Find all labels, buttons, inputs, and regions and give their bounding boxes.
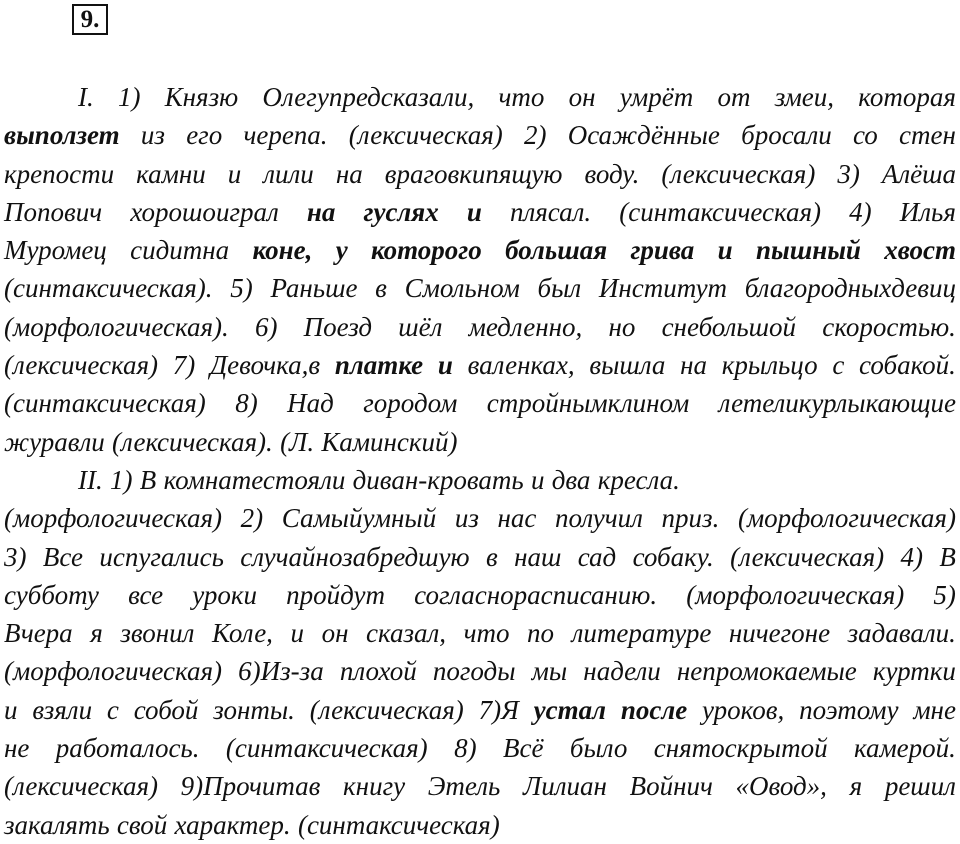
word: (морфологическая) xyxy=(4,656,222,687)
bold-word: небольшой xyxy=(673,311,797,342)
word: (лексическая) xyxy=(309,694,464,725)
word: (лексическая) xyxy=(348,120,503,151)
word: из xyxy=(140,120,165,151)
word: 3) xyxy=(4,541,27,572)
word: пройдут xyxy=(286,579,385,610)
word-group xyxy=(729,614,830,652)
word: непромокаемые xyxy=(676,656,857,687)
text-line xyxy=(4,461,956,499)
word: по xyxy=(527,618,555,649)
word-group xyxy=(654,729,828,767)
bold-word: платке xyxy=(334,350,424,381)
bold-word: не xyxy=(804,618,831,649)
word: от xyxy=(717,82,751,112)
word: Коле, xyxy=(212,618,273,649)
word: диван-кровать xyxy=(352,464,524,495)
text-line xyxy=(4,767,956,805)
word-group xyxy=(745,269,956,307)
bold-word: Прочитав xyxy=(203,771,321,802)
word: случайно xyxy=(240,541,343,572)
bold-word: и xyxy=(717,235,733,266)
bold-word: задавали xyxy=(847,618,950,649)
word: ничего xyxy=(728,618,805,649)
word: Все xyxy=(42,541,83,572)
word: все xyxy=(128,579,164,610)
text-line xyxy=(4,308,956,346)
word: согласно xyxy=(414,579,514,610)
word: Девочка, xyxy=(209,350,309,381)
word: Институт xyxy=(598,273,728,304)
word: (Л. xyxy=(280,426,315,457)
bold-word: устал xyxy=(533,694,606,725)
bold-word: хвост xyxy=(884,235,956,266)
word: 6) xyxy=(254,311,278,342)
word: сад xyxy=(577,541,617,572)
word: 8) xyxy=(235,388,258,419)
bold-word: и xyxy=(437,350,453,381)
word: куртки xyxy=(872,656,956,687)
bold-word: Я xyxy=(501,694,519,725)
word: Лилиан xyxy=(522,771,607,802)
word-group xyxy=(164,461,346,499)
word: получил xyxy=(555,503,643,534)
text-line xyxy=(4,614,956,652)
word: (лексическая) xyxy=(4,350,158,381)
word: собой xyxy=(133,694,199,725)
word: , xyxy=(467,82,475,112)
bold-word: стояли xyxy=(262,464,346,495)
text-line xyxy=(4,691,956,729)
word: снято xyxy=(653,733,725,764)
word: камни xyxy=(136,158,206,189)
bold-word: валенках xyxy=(467,350,568,381)
word: взяли xyxy=(32,694,93,725)
bold-word: умный xyxy=(362,503,437,534)
text-line xyxy=(4,806,956,844)
word: собакой. xyxy=(859,350,956,381)
text-line xyxy=(4,78,956,116)
word: Попович xyxy=(4,196,103,227)
word-group xyxy=(262,78,474,116)
word: Всё xyxy=(502,733,544,764)
word: , xyxy=(567,350,575,381)
word: звонил xyxy=(120,618,195,649)
word: и xyxy=(290,618,304,649)
text-line xyxy=(4,193,956,231)
word: (лексическая). xyxy=(112,426,273,457)
word: . xyxy=(949,618,956,649)
word: 5) xyxy=(933,579,956,610)
word-group xyxy=(719,384,956,422)
word: крепости xyxy=(4,158,115,189)
bold-word: кипящую xyxy=(459,158,563,189)
word: благородных xyxy=(744,273,892,304)
word: Раньше xyxy=(270,273,358,304)
bold-word: девиц xyxy=(891,273,956,304)
word: Вчера xyxy=(4,618,73,649)
text-line xyxy=(4,231,956,269)
bold-word: гуслях xyxy=(363,196,439,227)
word: «Овод», xyxy=(735,771,827,802)
word-group xyxy=(130,231,229,269)
word-group xyxy=(662,308,797,346)
word: . xyxy=(650,579,658,610)
word: на xyxy=(680,350,708,381)
word: сказал, xyxy=(366,618,447,649)
word: собаку. xyxy=(632,541,714,572)
word-group xyxy=(414,580,650,610)
word: черепа. xyxy=(243,120,328,151)
bold-word: выползет xyxy=(4,120,120,151)
word: врагов xyxy=(384,158,460,189)
bold-word: играл xyxy=(215,196,279,227)
word: Поезд xyxy=(303,311,373,342)
word: 7) xyxy=(172,350,196,381)
word: характер. xyxy=(174,809,291,840)
bold-word: в xyxy=(308,350,321,381)
word-group xyxy=(510,193,591,231)
word: его xyxy=(186,120,223,151)
bold-word: которого xyxy=(370,235,482,266)
word: в xyxy=(375,273,387,304)
word-group xyxy=(414,576,657,614)
word: 3) xyxy=(837,158,860,189)
word: (синтаксическая) xyxy=(4,388,206,419)
word: (синтаксическая) xyxy=(297,809,500,840)
word: субботу xyxy=(4,579,99,610)
word: свой xyxy=(116,809,168,840)
text-line xyxy=(4,538,956,576)
bold-word: курлыкающие xyxy=(798,388,956,419)
word: на xyxy=(335,158,363,189)
word: которая xyxy=(858,82,956,112)
word: поэтому xyxy=(799,694,899,725)
word: был xyxy=(537,273,582,304)
word: В xyxy=(139,464,157,495)
text-line xyxy=(4,576,956,614)
word: что xyxy=(463,618,510,649)
word: вышла xyxy=(589,350,666,381)
word: мне xyxy=(913,694,956,725)
word: что xyxy=(498,82,545,112)
word: I. xyxy=(78,82,94,112)
text-line xyxy=(4,384,956,422)
word: со xyxy=(852,120,878,151)
word: Князю xyxy=(164,82,239,112)
text-line xyxy=(4,729,956,767)
word: (лексическая) xyxy=(730,541,885,572)
word: решил xyxy=(884,771,956,802)
word: стройным xyxy=(486,388,608,419)
word: кресла. xyxy=(597,464,680,495)
bold-word: большая xyxy=(505,235,608,266)
word: летели xyxy=(718,388,799,419)
word: и xyxy=(530,464,545,495)
word: 1) xyxy=(110,464,133,495)
word: он xyxy=(321,618,349,649)
text-line xyxy=(4,155,956,193)
word-group xyxy=(468,346,575,384)
bold-word: Из-за xyxy=(260,656,324,687)
bold-word: на xyxy=(306,196,336,227)
text-line xyxy=(4,269,956,307)
bold-word: клином xyxy=(607,388,690,419)
bold-word: коне, xyxy=(252,235,313,266)
bold-word: грива xyxy=(630,235,695,266)
word: . xyxy=(584,196,592,227)
word: плохой xyxy=(339,656,417,687)
word: два xyxy=(551,464,591,495)
word: Войнич xyxy=(629,771,713,802)
word: 9) xyxy=(180,771,204,802)
word: 4) xyxy=(849,196,872,227)
word: Над xyxy=(287,388,334,419)
word-group xyxy=(210,346,320,384)
word: 2) xyxy=(524,120,547,151)
word: крыльцо xyxy=(721,350,818,381)
word: в xyxy=(485,541,498,572)
word-group xyxy=(240,538,469,576)
word: (морфологическая) xyxy=(737,503,956,534)
word: с xyxy=(661,311,674,342)
exercise-number-badge: 9. xyxy=(72,4,108,35)
word: (морфологическая) xyxy=(4,503,222,534)
word: наш xyxy=(514,541,562,572)
word: Каминский) xyxy=(321,426,458,457)
word: II. xyxy=(78,464,103,495)
word: было xyxy=(569,733,628,764)
exercise-text xyxy=(4,78,956,844)
word: медленно, xyxy=(468,311,583,342)
bold-word: предсказали xyxy=(328,82,468,112)
word: и xyxy=(227,158,242,189)
word: (синтаксическая). xyxy=(4,273,213,304)
word: воду. xyxy=(584,158,640,189)
word: умрёт xyxy=(619,82,694,112)
word: приз. xyxy=(661,503,720,534)
word: (синтаксическая) xyxy=(619,196,822,227)
word: шёл xyxy=(398,311,443,342)
word: работалось. xyxy=(55,733,200,764)
word: из xyxy=(454,503,479,534)
word-group xyxy=(385,155,563,193)
bold-word: после xyxy=(620,694,688,725)
word: бросали xyxy=(741,120,832,151)
word-group xyxy=(282,499,436,537)
bold-word: скрытой xyxy=(724,733,828,764)
word: журавли xyxy=(4,426,105,457)
word: нас xyxy=(497,503,537,534)
text-line xyxy=(4,423,956,461)
word: 5) xyxy=(230,273,253,304)
word-group xyxy=(238,652,324,690)
word: испугались xyxy=(99,541,224,572)
bold-word: пышный xyxy=(755,235,861,266)
text-line xyxy=(4,499,956,537)
word: Илья xyxy=(899,196,956,227)
word: не xyxy=(4,733,30,764)
word: закалять xyxy=(4,809,110,840)
bold-word: забредшую xyxy=(342,541,470,572)
word: погоды xyxy=(432,656,516,687)
text-line xyxy=(4,116,956,154)
word: камерой. xyxy=(853,733,956,764)
word: Этель xyxy=(427,771,501,802)
word: 8) xyxy=(454,733,477,764)
text-line xyxy=(4,346,956,384)
word: городом xyxy=(363,388,458,419)
word: он xyxy=(568,82,596,112)
word: Олегу xyxy=(262,82,329,112)
word: Смольном xyxy=(404,273,520,304)
word: , xyxy=(777,694,785,725)
word: 6) xyxy=(238,656,261,687)
word: уроки xyxy=(192,579,257,610)
word: мы xyxy=(531,656,568,687)
word: стен xyxy=(899,120,956,151)
word: хорошо xyxy=(130,196,216,227)
word-group xyxy=(487,384,689,422)
word: В xyxy=(939,541,956,572)
word: я xyxy=(90,618,103,649)
word: с xyxy=(832,350,845,381)
word-group xyxy=(848,614,956,652)
word-group xyxy=(130,193,279,231)
word: Алёша xyxy=(881,158,956,189)
word: литературе xyxy=(571,618,712,649)
word-group xyxy=(181,767,321,805)
bold-word: и xyxy=(466,196,482,227)
bold-word: плясал xyxy=(509,196,585,227)
bold-word: расписанию xyxy=(513,579,651,610)
word: лили xyxy=(263,158,314,189)
word: 4) xyxy=(900,541,924,572)
word: книгу xyxy=(343,771,406,802)
word: (лексическая) xyxy=(661,158,816,189)
word: Муромец xyxy=(4,235,107,266)
word: 2) xyxy=(240,503,264,534)
word-group xyxy=(702,691,784,729)
word: Осаждённые xyxy=(567,120,720,151)
bold-word: у xyxy=(335,235,348,266)
word-group xyxy=(262,82,467,112)
bold-word: на xyxy=(202,235,230,266)
word: и xyxy=(4,694,18,725)
word: надели xyxy=(583,656,661,687)
word: (лексическая) xyxy=(4,771,158,802)
word: 1) xyxy=(117,82,141,112)
word: зонты. xyxy=(213,694,295,725)
word: (морфологическая). xyxy=(4,311,229,342)
word: (синтаксическая) xyxy=(225,733,428,764)
word: сидит xyxy=(130,235,203,266)
word: скоростью. xyxy=(822,311,956,342)
word: 7) xyxy=(478,694,502,725)
word-group xyxy=(479,691,519,729)
word: я xyxy=(849,771,863,802)
word: комнате xyxy=(163,464,263,495)
word: (морфологическая) xyxy=(686,579,905,610)
text-line xyxy=(4,652,956,690)
bold-word: уроков xyxy=(702,694,778,725)
word: но xyxy=(608,311,636,342)
word: змеи, xyxy=(774,82,835,112)
word: Самый xyxy=(281,503,363,534)
word: с xyxy=(106,694,119,725)
